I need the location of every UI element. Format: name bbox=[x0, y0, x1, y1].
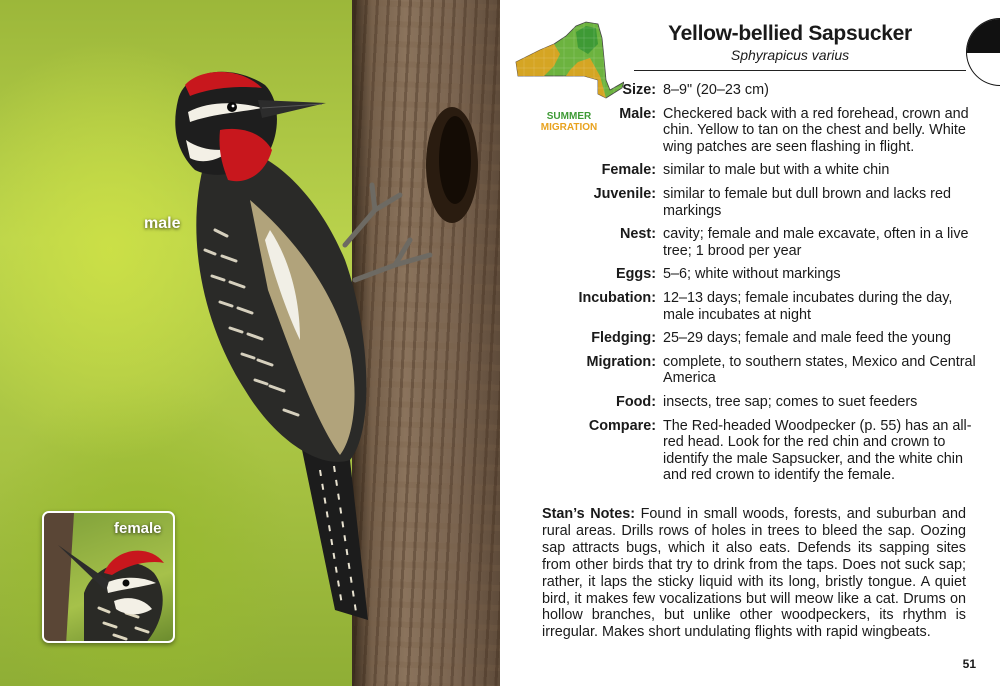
field-label: Nest: bbox=[620, 226, 656, 243]
field-label: Food: bbox=[616, 393, 656, 410]
field-size bbox=[560, 82, 980, 99]
page-number: 51 bbox=[962, 657, 976, 671]
field-value: cavity; female and male excavate, often in a live tree; 1 brood per year bbox=[663, 226, 969, 259]
field-label: Female: bbox=[601, 162, 656, 179]
field-value: 8–9" (20–23 cm) bbox=[663, 82, 769, 98]
field-label: Fledging: bbox=[591, 330, 656, 347]
field-incubation bbox=[560, 290, 980, 323]
title-divider bbox=[634, 70, 966, 71]
notes-text: Found in small woods, forests, and suburban and rural areas. Drills rows of holes in trees to bleed the sap. Oozing sap attracts bugs, which it also eats. Defends its sapping sites from other birds that try to drink from the taps. Does not suck sap; rather, it laps the sticky liquid with its long, bristly tongue. A quiet bird, it makes few vocalizations but will meow like a cat. Drums on hollow branches, but unlike other woodpeckers, its rhythm is irregular. Makes short undulating flights with rapid wingbeats. bbox=[542, 506, 966, 641]
field-value: complete, to southern states, Mexico and Central America bbox=[663, 353, 976, 387]
field-label: Compare: bbox=[588, 417, 656, 434]
notes-label: Stan’s Notes: bbox=[542, 506, 635, 522]
field-label: Size: bbox=[622, 82, 656, 98]
field-value: The Red-headed Woodpecker (p. 55) has an all-red head. Look for the red chin and crown to identify the male Sapsucker, and the white chin and red crown to identify the female. bbox=[663, 417, 972, 484]
field-food bbox=[560, 394, 980, 411]
field-migration bbox=[560, 354, 980, 387]
field-fledging bbox=[560, 330, 980, 347]
field-female bbox=[560, 162, 980, 179]
species-common-name: Yellow-bellied Sapsucker bbox=[668, 22, 912, 45]
map-legend-summer: SUMMER bbox=[546, 111, 592, 122]
field-label: Eggs: bbox=[616, 266, 656, 283]
field-value: 12–13 days; female incubates during the day, male incubates at night bbox=[663, 289, 953, 323]
field-label: Migration: bbox=[586, 353, 656, 370]
field-label: Male: bbox=[619, 105, 656, 122]
species-fields bbox=[560, 82, 980, 491]
stans-notes bbox=[542, 506, 966, 641]
female-photo-label: female bbox=[114, 520, 162, 537]
field-label: Incubation: bbox=[578, 289, 656, 306]
species-latin-name: Sphyrapicus varius bbox=[730, 47, 850, 63]
tab-black-half bbox=[967, 19, 1000, 53]
field-eggs bbox=[560, 266, 980, 283]
field-value: 25–29 days; female and male feed the young bbox=[663, 330, 952, 347]
female-inset-photo bbox=[42, 511, 175, 643]
map-legend-migration: MIGRATION bbox=[540, 122, 598, 133]
half-filled-circle-tab-icon bbox=[966, 18, 1000, 86]
field-value: similar to female but dull brown and lacks red markings bbox=[663, 185, 951, 219]
field-male bbox=[560, 106, 980, 156]
field-value: Checkered back with a red forehead, crown and chin. Yellow to tan on the chest and belly. White wing patches are seen flashing in flight. bbox=[663, 105, 969, 155]
field-value: insects, tree sap; comes to suet feeders bbox=[663, 393, 918, 410]
field-value: 5–6; white without markings bbox=[663, 266, 841, 283]
field-label: Juvenile: bbox=[593, 185, 656, 202]
field-nest bbox=[560, 226, 980, 259]
species-info-page bbox=[500, 0, 1000, 686]
male-photo-label: male bbox=[144, 215, 181, 232]
field-compare bbox=[560, 418, 980, 484]
field-value: similar to male but with a white chin bbox=[663, 162, 890, 179]
field-juvenile bbox=[560, 186, 980, 219]
